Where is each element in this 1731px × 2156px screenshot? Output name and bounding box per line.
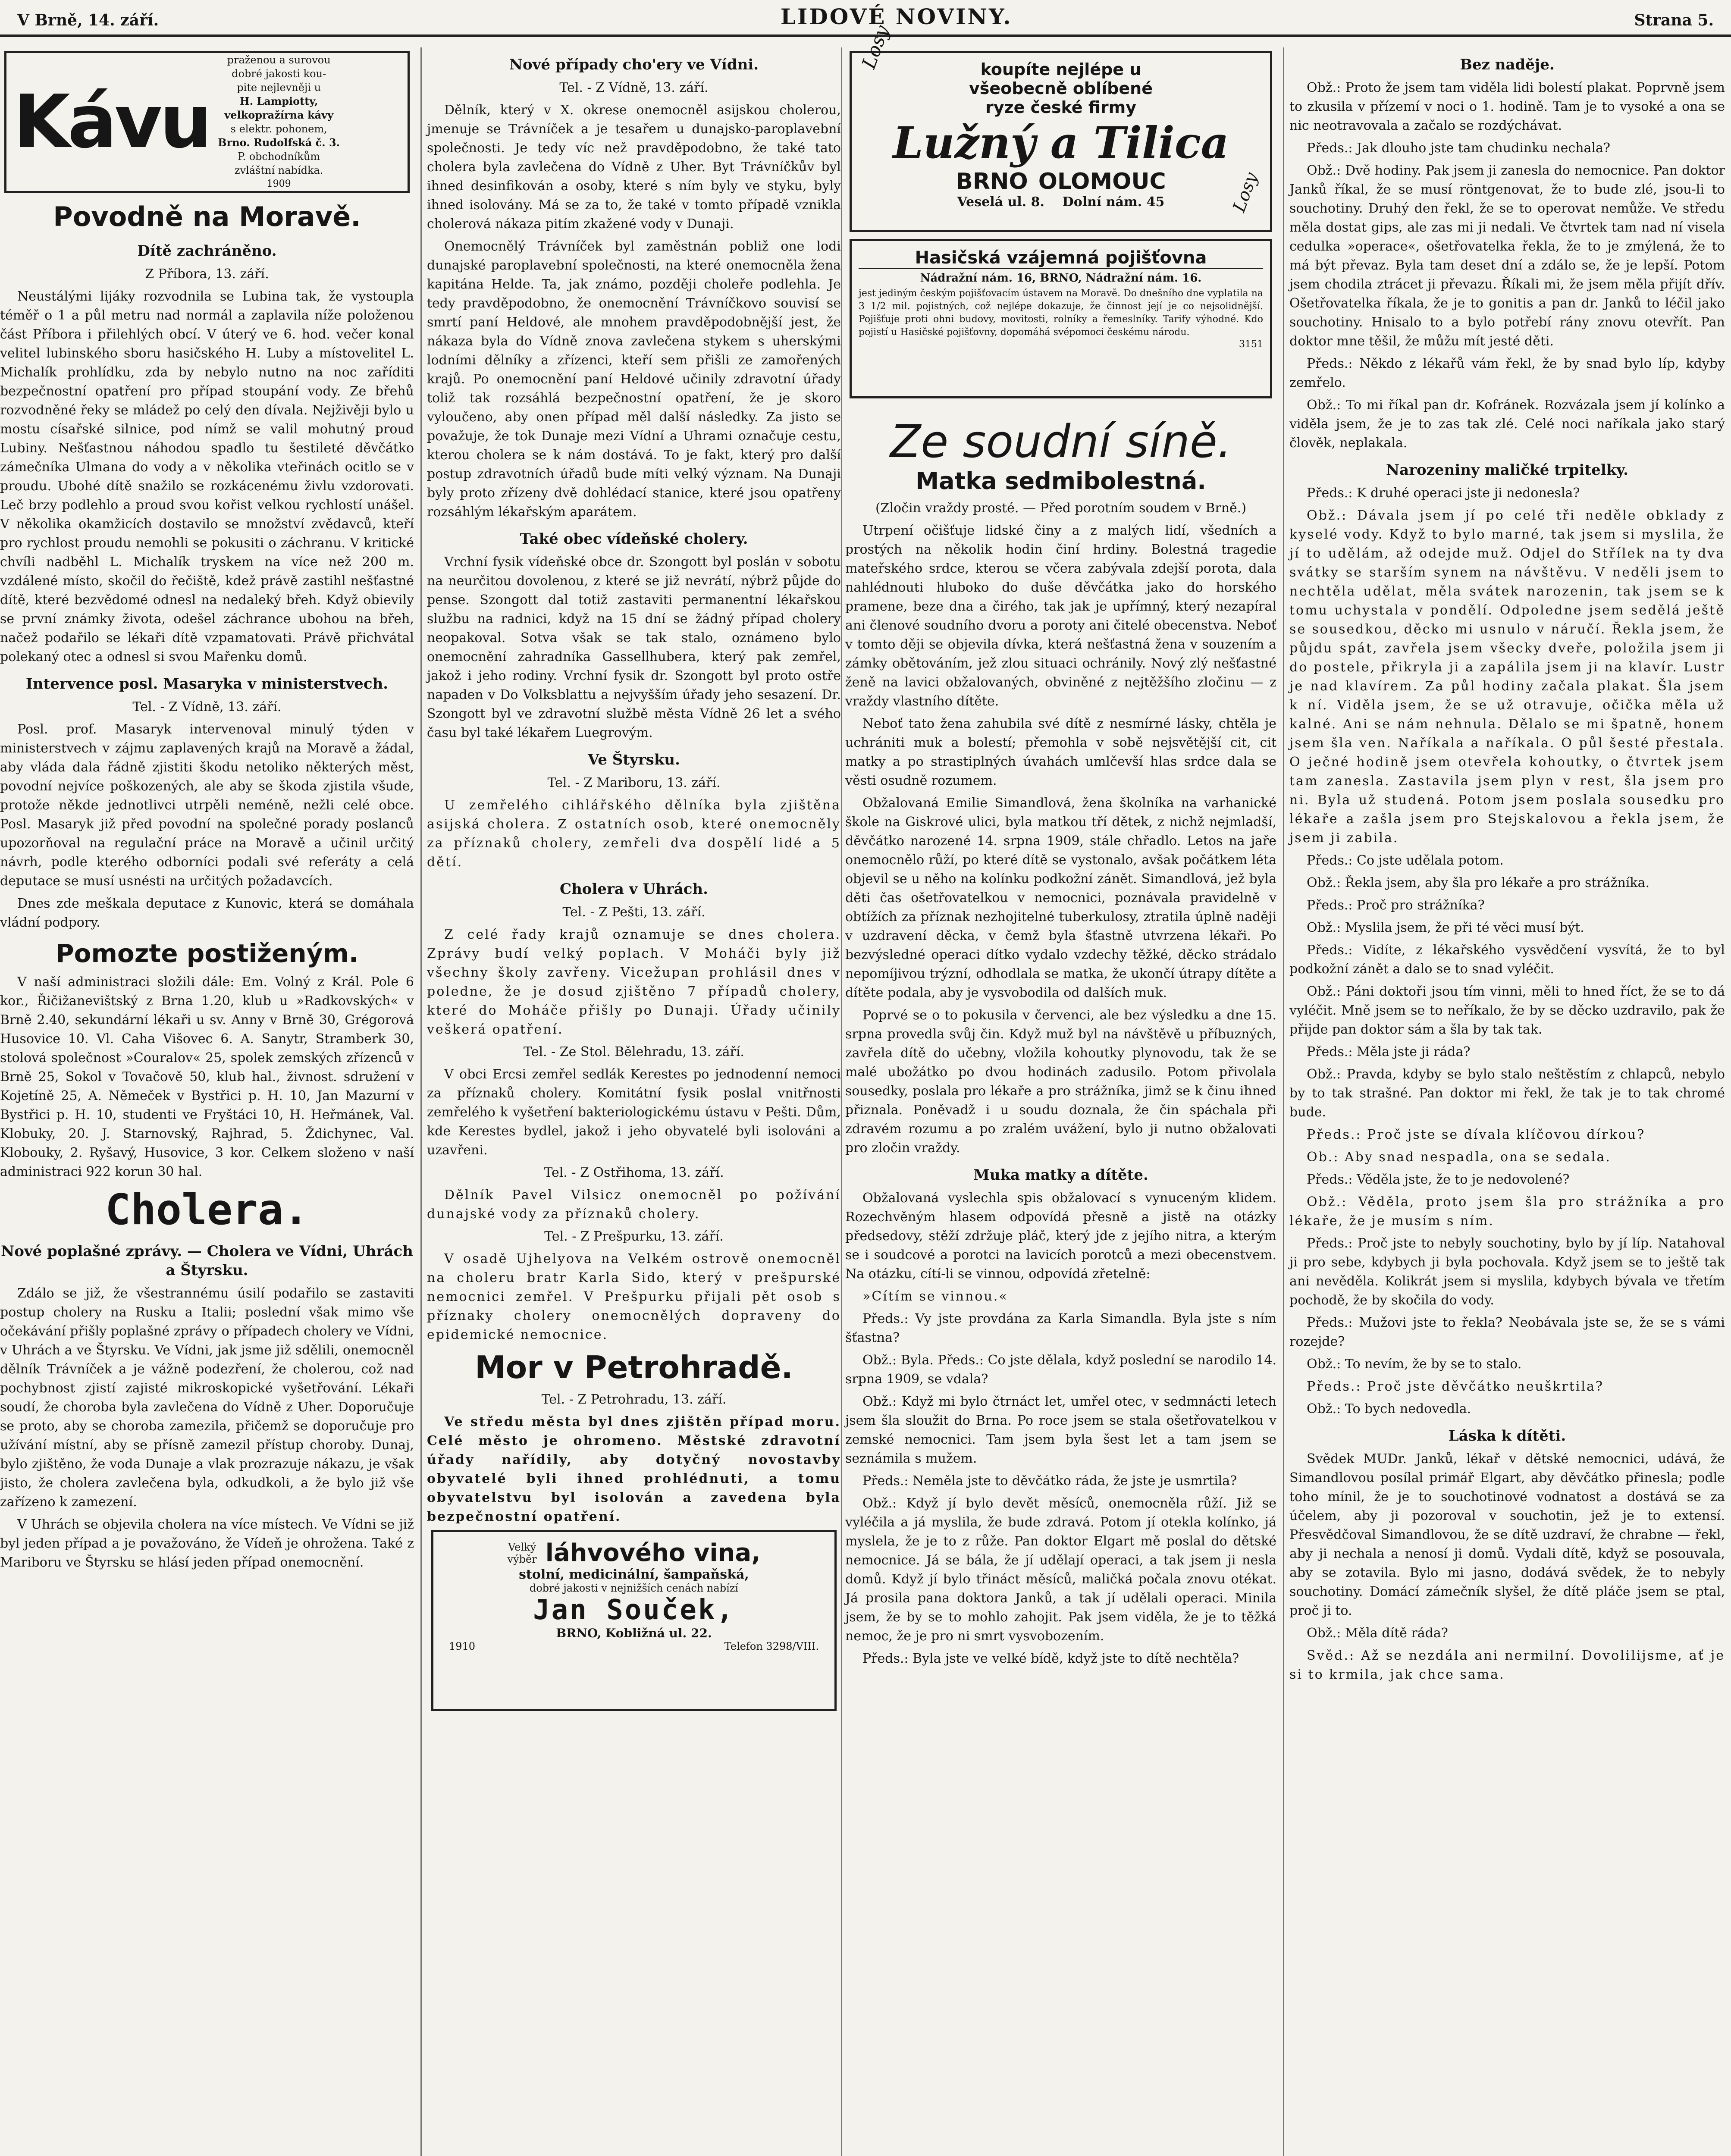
article-paragraph: Předs.: Co jste udělala potom. bbox=[1307, 853, 1504, 868]
dateline: Z Příbora, 13. září. bbox=[145, 266, 269, 282]
ad-losy-slogan-3: ryze české firmy bbox=[985, 98, 1137, 117]
column-rule bbox=[1283, 47, 1284, 2156]
article-paragraph: Svědek MUDr. Janků, lékař v dětské nemocnici, udává, že Simandlovou posílal primář Elgart, aby děvčátko přinesla; podle toho mínil, že je to souchotinové vodnatost a dostává se za účelem, aby ji pozoroval v souchotin, jež je to extensí. Přesvědčoval Simandlovou, že se dítě uzdraví, že chrabne — řekl, aby ji nechala a nenosí ji domů. Vydali dítě, když se posouvala, aby se zotavila. Bylo mi jasno, dodává svědek, že to nebyly souchotiny. Domácí zámečník slyšel, že dítě pláče jsem se ptal, proč ji to. bbox=[1289, 1451, 1725, 1618]
article-paragraph: Z celé řady krajů oznamuje se dnes cholera. Zprávy budí velký poplach. V Moháči byly již všechny školy zavřeny. Vicežupan prohlásil dnes v poledne, že je dosud zjištěno 7 případů cholery, které do Moháče přišly po Dunaji. Úřady učinily veškerá opatření. bbox=[427, 927, 841, 1037]
ad-vino-name: Jan Souček, bbox=[533, 1594, 735, 1626]
subhead-news: Nové poplašné zprávy. — Cholera ve Vídni, Uhrách a Štyrsku. bbox=[1, 1243, 413, 1279]
article-paragraph: Předs.: Jak dlouho jste tam chudinku nechala? bbox=[1307, 141, 1611, 156]
ad-losy-slogan-1: koupíte nejlépe u bbox=[980, 60, 1141, 79]
headline-mor: Mor v Petrohradě. bbox=[475, 1349, 793, 1385]
dateline: Tel. - Ze Stol. Bělehradu, 13. září. bbox=[524, 1044, 744, 1059]
dateline: Tel. - Z Vídně, 13. září. bbox=[132, 699, 282, 714]
ad-vino bbox=[431, 1530, 837, 1711]
ad-kavu bbox=[4, 51, 410, 193]
ad-hasic-text: jest jediným českým pojišťovacím ústavem na Moravě. Do dnešního dne vyplatila na 3 1/2 mil. pojistných, což nejlépe dokazuje, že činnost její je co nejsolidnější. Pojišťuje proti ohni budovy, movitosti, rolníky a řemeslníky. Tarify výhodné. Kdo pojistí u Hasičské pojišťovny, dopomáhá svépomoci českému národu. bbox=[859, 288, 1263, 338]
ad-vino-address: BRNO, Kobližná ul. 22. bbox=[556, 1626, 712, 1640]
ad-kavu-word: Kávu bbox=[13, 79, 210, 165]
column-3 bbox=[845, 22, 1276, 1672]
headline-help: Pomozte postiženým. bbox=[56, 939, 358, 968]
ad-vino-line2: stolní, medicinální, šampaňská, bbox=[519, 1567, 749, 1582]
article-paragraph: Obž.: Dvě hodiny. Pak jsem ji zanesla do nemocnice. Pan doktor Janků říkal, že se musí röntgenovat, že to bude zlé, jsou-li to souchotiny. Druhý den řekl, že se to operovat nemůže. Ve středu měla dostat gips, ale zas mi ji nedali. Ve čtvrtek tam nad ní visela cedulka »operace«, ošetřovatelka řekla, že to je zmýlená, že to má být převaz. Byla tam deset dní a zdálo se, že je lepší. Potom jsem chodila ztrácet ji převazu. Říkali mi, že jsem měla přijít dřív. Ošetřovatelka říkala, že je to gonitis a pan dr. Janků to léčil jako souchotiny. Hnisalo to a bylo potřebí rány znovu otevřít. Pan doktor mne těšil, že můžu mít jesté děti. bbox=[1289, 163, 1725, 349]
ad-losy-tag: Losy bbox=[858, 22, 894, 72]
article-paragraph: Neboť tato žena zahubila své dítě z nesmírné lásky, chtěla je uchrániti muk a bolestí; přemohla v sobě nejsvětější cit, cit matky a po strastiplných úvahách umlčevší hlas srdce dala se věsti osudně rozumem. bbox=[845, 716, 1276, 788]
article-paragraph: Předs.: Někdo z lékařů vám řekl, že by snad bylo líp, kdyby zemřelo. bbox=[1289, 356, 1725, 390]
article-paragraph: Předs.: Proč pro strážníka? bbox=[1307, 898, 1485, 913]
article-paragraph: Obž.: To nevím, že by se to stalo. bbox=[1307, 1357, 1522, 1372]
headline-court: Ze soudní síně. bbox=[890, 415, 1232, 468]
article-paragraph: Ve středu města byl dnes zjištěn případ moru. Celé město je ohromeno. Městské zdravotní úřady nařídily, aby dotyčný novostavby obyvatelé byli ihned prohlédnuti, a tomu obyvatelstvu byl isolován a zavedena byla bezpečnostní opatření. bbox=[427, 1414, 841, 1524]
article-paragraph: Obž.: To mi říkal pan dr. Kofránek. Rozvázala jsem jí kolínko a viděla jsem, že je to zas tak zlé. Celé noci naříkala jako starý člověk, neplakala. bbox=[1289, 398, 1725, 451]
article-paragraph: Onemocnělý Trávníček byl zaměstnán pobliž one lodi dunajské paroplavební společnosti, na které onemocněla žena kapitána Helde. Ta, jak známo, později choleře podlehla. Je tedy pravděpodobno, že onemocnění Trávníčkovo souvisí se smrtí paní Heldové, ale mnohem pravděpodobnější jest, že nákaza byla do Vídně znova zavlečena stykem s uherskými lodními dělníky a zřízenci, kteří sem přišli ze zamořených krajů. Po onemocnění paní Heldové učinily zdravotní úřady toliž tak rozsáhlá bezpečnostní opatření, že je skoro vyloučeno, aby onen případ měl další následky. Za jisto se považuje, že tok Dunaje mezi Vídní a Uhrami označuje cestu, kterou cholera se k nám dostává. To je fakt, který pro další postup zdravotních úřadů bude míti velký význam. Na Dunaji byly proto zřízeny dvě dohlédací stanice, které jsou opatřeny rozsáhlým lékařským aparátem. bbox=[427, 239, 841, 520]
headline-cholera: Cholera. bbox=[105, 1185, 309, 1235]
article-paragraph: Dnes zde meškala deputace z Kunovic, která se domáhala vládní podpory. bbox=[0, 896, 414, 930]
ad-losy-addr-2: Dolní nám. 45 bbox=[1062, 194, 1165, 210]
subhead-intervention: Intervence posl. Masaryka v ministerstvech. bbox=[25, 675, 389, 693]
headline-floods: Povodně na Moravě. bbox=[53, 201, 361, 232]
article-paragraph: Obžalovaná Emilie Simandlová, žena školníka na varhanické škole na Giskrové ulici, byla matkou tří dětek, z nichž nejmladší, děvčátko narozené 14. srpna 1909, stále chřadlo. Letos na jaře onemocnělo růží, po které dítě se vystonalo, avšak počátkem léta objevil se u něho na kolínku podkožní zánět. Simandlová, jež byla děti čas ošetřovatelkou v nemocnici, poznávala pravidelně v obtížích za příznak nezhojitelné tuberkulosy, ztratila úplně naději v uzdravení děcka, v čemž byla šťastně utvrzena lékaři. Po bezvýsledné operaci dítko vydalo vzdechy těžké, děcko strádalo nepomíjivou trýzní, odhodlala se matka, že ukončí útrapy dítěte a dítěte podala, aby je vysvobodila od dalších muk. bbox=[845, 796, 1276, 1000]
masthead: LIDOVÉ NOVINY. bbox=[780, 4, 1013, 29]
article-paragraph: Předs.: Proč jste děvčátko neuškrtila? bbox=[1307, 1379, 1604, 1394]
place-date: V Brně, 14. září. bbox=[17, 11, 159, 29]
column-2 bbox=[427, 47, 841, 1718]
article-paragraph: Ob.: Aby snad nespadla, ona se sedala. bbox=[1307, 1150, 1611, 1165]
subhead-muka: Muka matky a dítěte. bbox=[973, 1166, 1148, 1184]
article-paragraph: Dělník, který v X. okrese onemocněl asijskou cholerou, jmenuje se Trávníček a je tesařem u dunajsko-paroplavební společnosti. Je tedy víc než pravděpodobno, že také tato cholera byla zavlečena do Vídně z Uher. Byt Trávníčkův byl ihned desinfikován a osoby, které s ním byly ve styku, byly ihned isolovány. Má se za to, že také v tomto případě vznikla cholerová nákaza pitím zkažené vody v Dunaji. bbox=[427, 103, 841, 232]
ad-kavu-text: praženou a surovou dobré jakosti kou- pite nejlevněji u H. Lampiotty, velkopražírna kávy s elektr. pohonem, Brno. Rudolfská č. 3. P. obchodníkům zvláštní nabídka. 1909 bbox=[218, 54, 340, 189]
article-paragraph: Obž.: Věděla, proto jsem šla pro strážníka a pro lékaře, že je musím s ním. bbox=[1289, 1194, 1725, 1228]
ad-hasic-address: Nádražní nám. 16, BRNO, Nádražní nám. 16. bbox=[920, 272, 1202, 285]
ad-hasic-number: 3151 bbox=[1239, 339, 1263, 350]
subheading: (Zločin vraždy prosté. — Před porotním soudem v Brně.) bbox=[875, 501, 1247, 516]
article-paragraph: Předs.: K druhé operaci jste ji nedonesla? bbox=[1307, 486, 1580, 501]
subhead-bez-nadeje: Bez naděje. bbox=[1460, 56, 1555, 73]
ad-vino-big: láhvového vina, bbox=[545, 1539, 761, 1567]
article-paragraph: Předs.: Neměla jste to děvčátko ráda, že jste je usmrtila? bbox=[862, 1473, 1237, 1489]
article-paragraph: Obž.: Řekla jsem, aby šla pro lékaře a pro strážníka. bbox=[1307, 875, 1650, 890]
ad-losy bbox=[850, 22, 1272, 232]
article-paragraph: Utrpení očišťuje lidské činy a z malých lidí, všedních a prostých na několik hodin činí hrdiny. Bolestná tragedie mateřského srdce, kterou se včera zabývala zdejší porota, dala nahlédnouti hluboko do duše děvčátka jako do horského pramene, beze dna a čirého, tak jak je upřímný, který nezapíral ani členové soudního dvoru a poroty ani čitelé obecenstva. Neboť v tomto ději se objevila dívka, která nešťastná žena v souzením a zámky obětováním, jež zlou situaci ochránily. Nový zlý nešťastné ženě na lavici obžalovaných, obviněné z nejtěžšího zločinu — z vraždy vlastního dítěte. bbox=[845, 523, 1276, 709]
article-paragraph: Obž.: Pravda, kdyby se bylo stalo neštěstím z chlapců, nebylo by to tak strašné. Pan doktor mi řekl, že tak je to tak chromé bude. bbox=[1289, 1067, 1725, 1120]
dateline: Tel. - Z Prešpurku, 13. září. bbox=[544, 1229, 724, 1244]
ad-losy-city-1: BRNO bbox=[956, 169, 1028, 194]
article-paragraph: Obžalovaná vyslechla spis obžalovací s vynuceným klidem. Rozechvěným hlasem odpovídá přesně a jistě na otázky předsedovy, stěží zdržuje pláč, který jde z jejího nitra, a kterým se i soudcové a porotci na lavicích porotců a mezi obecenstvem. Na otázku, cítí-li se vinnou, odpovídá zřetelně: bbox=[845, 1191, 1276, 1282]
article-paragraph: Obž.: Dávala jsem jí po celé tři neděle obklady z kyselé vody. Když to bylo marné, tak jsem si myslila, že jí to udělám, až odejde muž. Odjel do Střílek na ty dva svátky se starším synem na návštěvu. V neděli jsem to nechtěla udělat, měla svátek narozenin, tak jsem se k tomu uchystala v pondělí. Odpoledne jsem sedělá ještě se sousedkou, děcko mi usnulo v náručí. Řekla jsem, že půjdu spát, zavřela jsem všecky dveře, položila jsem ji do postele, přikryla ji a zapálila jsem ji na klavír. Lustr je nad klavírem. Za půl hodiny začala plakat. Šla jsem k ní. Viděla jsem, že se už otravuje, očička měla už kalné. Ani se nám nehnula. Dělalo se mi špatně, honem jsem šla ven. Naříkala a naříkala. O půl šesté přestala. O ječné hodině jsem otevřela kohoutky, o čtvrtek jsem tam zanesla. Zastavila jsem plyn v rest, šla jsem pro ni. Byla už studená. Potom jsem poslala sousedku pro lékaře a zašla jsem pro Stejskalovou a řekla jsem, že jsem ji zabila. bbox=[1289, 508, 1725, 846]
article-paragraph: Obž.: Byla. Předs.: Co jste dělala, když poslední se narodilo 14. srpna 1909, se vdala? bbox=[845, 1353, 1276, 1387]
ad-losy-addr-1: Veselá ul. 8. bbox=[957, 194, 1044, 210]
article-paragraph: Obž.: Myslila jsem, že při té věci musí být. bbox=[1307, 920, 1584, 935]
subhead-laska: Láska k dítěti. bbox=[1448, 1427, 1566, 1445]
subhead-vienna: Nové případy cho'ery ve Vídni. bbox=[509, 56, 759, 73]
ad-hasic bbox=[850, 239, 1272, 398]
article-paragraph: Posl. prof. Masaryk intervenoval minulý týden v ministerstvech v zájmu zaplavených krajů na Moravě a žádal, aby vláda dala řádně zjistiti škodu netoliko některých měst, povodní nejvíce poškozených, ale aby se škoda zjistila všude, protože někde jednotlivci utrpěli neméně, nežli celé obce. Posl. Masaryk již před povodní na společné porady poslanců upozorňoval na regulační práce na Moravě a učinil určitý návrh, podle kterého odborníci podali své referáty a celá deputace se musí usnésti na určitých požadavcích. bbox=[0, 722, 414, 889]
column-1 bbox=[0, 47, 414, 1576]
ad-losy-tag-2: Losy bbox=[1229, 170, 1262, 215]
article-paragraph: Předs.: Věděla jste, že to je nedovolené? bbox=[1307, 1172, 1570, 1187]
dateline: Tel. - Z Mariboru, 13. září. bbox=[547, 775, 721, 790]
ad-vino-phone: Telefon 3298/VIII. bbox=[724, 1640, 819, 1652]
column-4 bbox=[1289, 47, 1725, 1688]
dateline: Tel. - Z Pešti, 13. září. bbox=[562, 905, 706, 920]
ad-vino-year: 1910 bbox=[449, 1640, 476, 1652]
page-header bbox=[0, 0, 1731, 37]
article-paragraph: U zemřelého cihlářského dělníka byla zjištěna asijská cholera. Z ostatních osob, které onemocněly za příznaků cholery, zemřeli dva dospělí lidé a 5 dětí. bbox=[427, 798, 841, 870]
article-paragraph: Předs.: Proč jste to nebyly souchotiny, bylo by jí líp. Natahoval ji pro sebe, kdybych ji byla pochovala. Když jsem se to ještě tak ani nevěděla. Kolikrát jsem si myslila, kdybych bývala ve třetím pochodě, že by skočila do vody. bbox=[1289, 1236, 1725, 1308]
article-paragraph: V osadě Ujhelyova na Velkém ostrově onemocněl na choleru bratr Karla Sido, který v prešpurské nemocnici zemřel. V Prešpurku přijali pět osob s příznaky cholery onemocnělých dopraveny do epidemické nemocnice. bbox=[427, 1251, 841, 1342]
column-rule bbox=[841, 47, 842, 2156]
article-paragraph: Obž.: To bych nedovedla. bbox=[1307, 1401, 1471, 1416]
ad-hasic-title: Hasičská vzájemná pojišťovna bbox=[859, 248, 1263, 269]
article-paragraph: Předs.: Byla jste ve velké bídě, když jste to dítě nechtěla? bbox=[862, 1651, 1239, 1666]
article-paragraph: Vrchní fysik vídeňské obce dr. Szongott byl poslán v sobotu na neurčitou dovolenou, z které se již nevrátí, nýbrž půjde do pense. Szongott dal totiž zastaviti permanentní lékařskou službu na radnici, když na 15 dní se žádný případ cholery neopakoval. Sotva však se tak stalo, oznámeno bylo onemocnění zahradníka Gassellhubera, který pak zemřel, jakož i jeho rodiny. Vrchní fysik dr. Szongott byl proto ostře napaden v Do Volksblattu a nejvyšším úřady jeho sesazení. Dr. Szongott byl ve zdravotní službě města Vídně 26 let a svého času byl také lékařem Luegrovým. bbox=[427, 555, 841, 740]
article-paragraph: V Uhrách se objevila cholera na více místech. Ve Vídni se již byl jeden případ a je považováno, že Vídeň je ohrožena. Také z Mariboru ve Štyrsku se hlásí jeden případ onemocnění. bbox=[0, 1517, 414, 1570]
article-paragraph: Předs.: Vidíte, z lékařského vysvědčení vysvítá, že to byl podkožní zánět a dalo se to snad vyléčit. bbox=[1289, 943, 1725, 977]
subhead-styria: Ve Štyrsku. bbox=[588, 751, 680, 768]
column-rule bbox=[420, 47, 422, 2156]
page-number: Strana 5. bbox=[1634, 11, 1714, 29]
subhead-rescue: Dítě zachráněno. bbox=[137, 242, 277, 260]
dateline: Tel. - Z Petrohradu, 13. září. bbox=[541, 1392, 727, 1407]
article-paragraph: Poprvé se o to pokusila v červenci, ale bez výsledku a dne 15. srpna provedla svůj čin. Když muž byl na návštěvě u příbuzných, zavřela dítě do učebny, vložila kohoutky plynovodu, tak že se malé ubožátko po dvou hodinách zadusilo. Potom přivolala sousedky, poslala pro lékaře a pro strážníka, jimž se k činu ihned přiznala. Poněvadž i u soudu doznala, že čin spáchala při zdravém rozumu a po zralém uvážení, bylo ji nutno obžalovati pro zločin vraždy. bbox=[845, 1008, 1276, 1156]
ad-losy-city-2: OLOMOUC bbox=[1038, 169, 1166, 194]
article-paragraph: Neustálými lijáky rozvodnila se Lubina tak, že vystoupla téměř o 1 a půl metru nad normál a zaplavila níže položenou část Příbora i přilehlých obcí. V úterý ve 6. hod. večer konal velitel lubinského sboru hasičského H. Luby a místovelitel L. Michalík prohlídku, zda by nebylo nutno na noc zaříditi bezpečnostní opatření pro případ stoupání vody. Ze břehů rozvodněné řeky se mládež po celý den dívala. Nejživěji bylo u mostu císařské silnice, pod nímž se valil mohutný proud Lubiny. Nešťastnou náhodou spadlo tu šestileté děvčátko zámečníka Ulmana do vody a v několika vteřinách ocitlo se v proudu. Ubohé dítě snažilo se rozkácenému živlu vzdorovati. Leč brzy podlehlo a proud svou kořist velkou rychlostí unášel. V několika okamžicích dostavilo se množství zvědavců, kteří pro rychlost proudu nemohli se pokusiti o záchranu. V kritické chvíli nadběhl L. Michalík tryskem na více než 200 m. vzdálené místo, skočil do řečiště, kdež právě zastihl nešťastné dítě, které bezvědomé odnesl na nedaleký břeh. Když obievily se první známky života, odešel záchrance ubohou na břeh, načež podařilo se lékaři dítě vzpamatovati. Právě přichvátal polekaný otec a odnesl si svou Mařenku domů. bbox=[0, 289, 414, 664]
article-paragraph: Obž.: Proto že jsem tam viděla lidi bolestí plakat. Poprvně jsem to zkusila v přízemí v noci o 1. hodině. Tam je to vysoké a ona se nic neotravovala a začalo se rozdýchávat. bbox=[1289, 80, 1725, 133]
subhead-narozeniny: Narozeniny maličké trpitelky. bbox=[1386, 461, 1628, 479]
article-paragraph: »Cítím se vinnou.« bbox=[862, 1289, 1008, 1304]
ad-vino-small: Velký výběr bbox=[507, 1541, 537, 1565]
article-paragraph: V obci Ercsi zemřel sedlák Kerestes po jednodenní nemoci za příznaků cholery. Komitátní fysik poslal vnitřnosti zemřelého k vyšetření bakteriologickému ústavu v Pešti. Dům, kde Kerestes bydlel, jakož i jeho obyvatelé byli isolováni a uzavřeni. bbox=[427, 1067, 841, 1158]
article-paragraph: Předs.: Měla jste ji ráda? bbox=[1307, 1044, 1471, 1059]
subhead-fysik: Také obec vídeňské cholery. bbox=[520, 530, 748, 548]
dateline: Tel. - Z Vídně, 13. září. bbox=[559, 80, 709, 95]
article-paragraph: Dělník Pavel Vilsicz onemocněl po požívání dunajské vody za příznaků cholery. bbox=[427, 1188, 841, 1222]
ad-vino-line3: dobré jakosti v nejnižších cenách nabízí bbox=[529, 1582, 739, 1594]
article-paragraph: Zdálo se již, že všestrannému úsilí podařilo se zastaviti postup cholery na Rusku a Italii; poslední však mimo vše očekávání přišly poplašné zprávy o případech cholery ve Vídni, v Uhrách a ve Štyrsku. Ve Vídni, jak jsme již sdělili, onemocněl dělník Trávníček a je vážně podezření, že cholerou, což nad pochybnost zjistí zajisté mikroskopické vyšetřování. Lékaři soudí, že choroba byla zavlečena do Vídně z Uher. Doporučuje se proto, aby se choroba zamezila, přičemž se doporučuje pro užívání místní, aby se přísně zamezil přístup choroby. Dunaj, bylo zjištěno, že voda Dunaje a vlak prozrazuje nákazu, je však jisto, že cholera zavlečena byla, odkudkoli, a že bylo již vše zařízeno k zamezení. bbox=[0, 1286, 414, 1510]
article-paragraph: Obž.: Měla dítě ráda? bbox=[1307, 1626, 1448, 1641]
article-paragraph: Obž.: Když mi bylo čtrnáct let, umřel otec, v sedmnácti letech jsem šla sloužit do Brna. Po roce jsem se stala ošetřovatelkou v zemské nemocnici. Tam jsem byla šest let a tam jsem se seznámila s mužem. bbox=[845, 1394, 1276, 1466]
article-paragraph: Předs.: Proč jste se dívala klíčovou dírkou? bbox=[1307, 1127, 1646, 1142]
article-paragraph: Obž.: Když jí bylo devět měsíců, onemocněla růží. Již se vyléčila a já myslila, že bude zdravá. Potom jí otekla kolínko, já myslela, že je to z růže. Pan doktor Elgart mě poslal do dětské nemocnice. Já se bála, že jí udělají operaci, a tak jsem ji nesla domů. Když jí bylo třináct měsíců, maličká počala znovu otékat. Já prosila pana doktora Janků, a tak jí udělali operaci. Minila jsem, že by se to mohlo zahojit. Pak jsem viděla, že je to těžká nemoc, že je pro ni smrt vysvobozením. bbox=[845, 1496, 1276, 1644]
article-paragraph: Svěd.: Až se nezdála ani nermilní. Dovolilijsme, ať je si to krmila, jak chce sama. bbox=[1289, 1648, 1725, 1682]
article-paragraph: Předs.: Mužovi jste to řekla? Neobávala jste se, že se s vámi rozejde? bbox=[1289, 1315, 1725, 1349]
article-paragraph: V naší administraci složili dále: Em. Volný z Král. Pole 6 kor., Řičižanevištský z Brna 1.20, klub u »Radkovských« v Brně 2.40, sekundární lékaři u sv. Anny v Brně 30, Grégorová Husovice 10. Vl. Caha Višovec 6. A. Sanytr, Stramberk 30, stolová společnost »Couralov« 25, spolek zemských zřízenců v Brně 25, Sokol v Tovačově 50, klub hal., živnost. sdružení v Kojetíně 25, A. Němeček v Bystřici p. H. 10, Jan Mazurní v Bystřici p. H. 10, studenti ve Fryštáci 10, H. Heřmánek, Val. Klobuky, 20. J. Starnovský, Rajhrad, 5. Ždichynec, Val. Klobouky, 2. Ryšavý, Husovice, 3 kor. Celkem složeno v naší administraci 922 korun 30 hal. bbox=[0, 975, 414, 1179]
dateline: Tel. - Z Ostřihoma, 13. září. bbox=[544, 1165, 724, 1180]
article-paragraph: Obž.: Páni doktoři jsou tím vinni, měli to hned říct, že se to dá vyléčit. Mně jsem se to neříkalo, že by se děcko uzdravilo, pak že přijde pan doktor sám a šla by tak tak. bbox=[1289, 984, 1725, 1037]
article-paragraph: Předs.: Vy jste provdána za Karla Simandla. Byla jste s ním šťastna? bbox=[845, 1311, 1276, 1345]
headline-matka: Matka sedmibolestná. bbox=[916, 467, 1206, 495]
ad-losy-slogan-2: všeobecně oblíbené bbox=[969, 79, 1153, 98]
ad-losy-brand: Lužný a Tilica bbox=[893, 117, 1229, 168]
subhead-hungary: Cholera v Uhrách. bbox=[560, 881, 708, 898]
